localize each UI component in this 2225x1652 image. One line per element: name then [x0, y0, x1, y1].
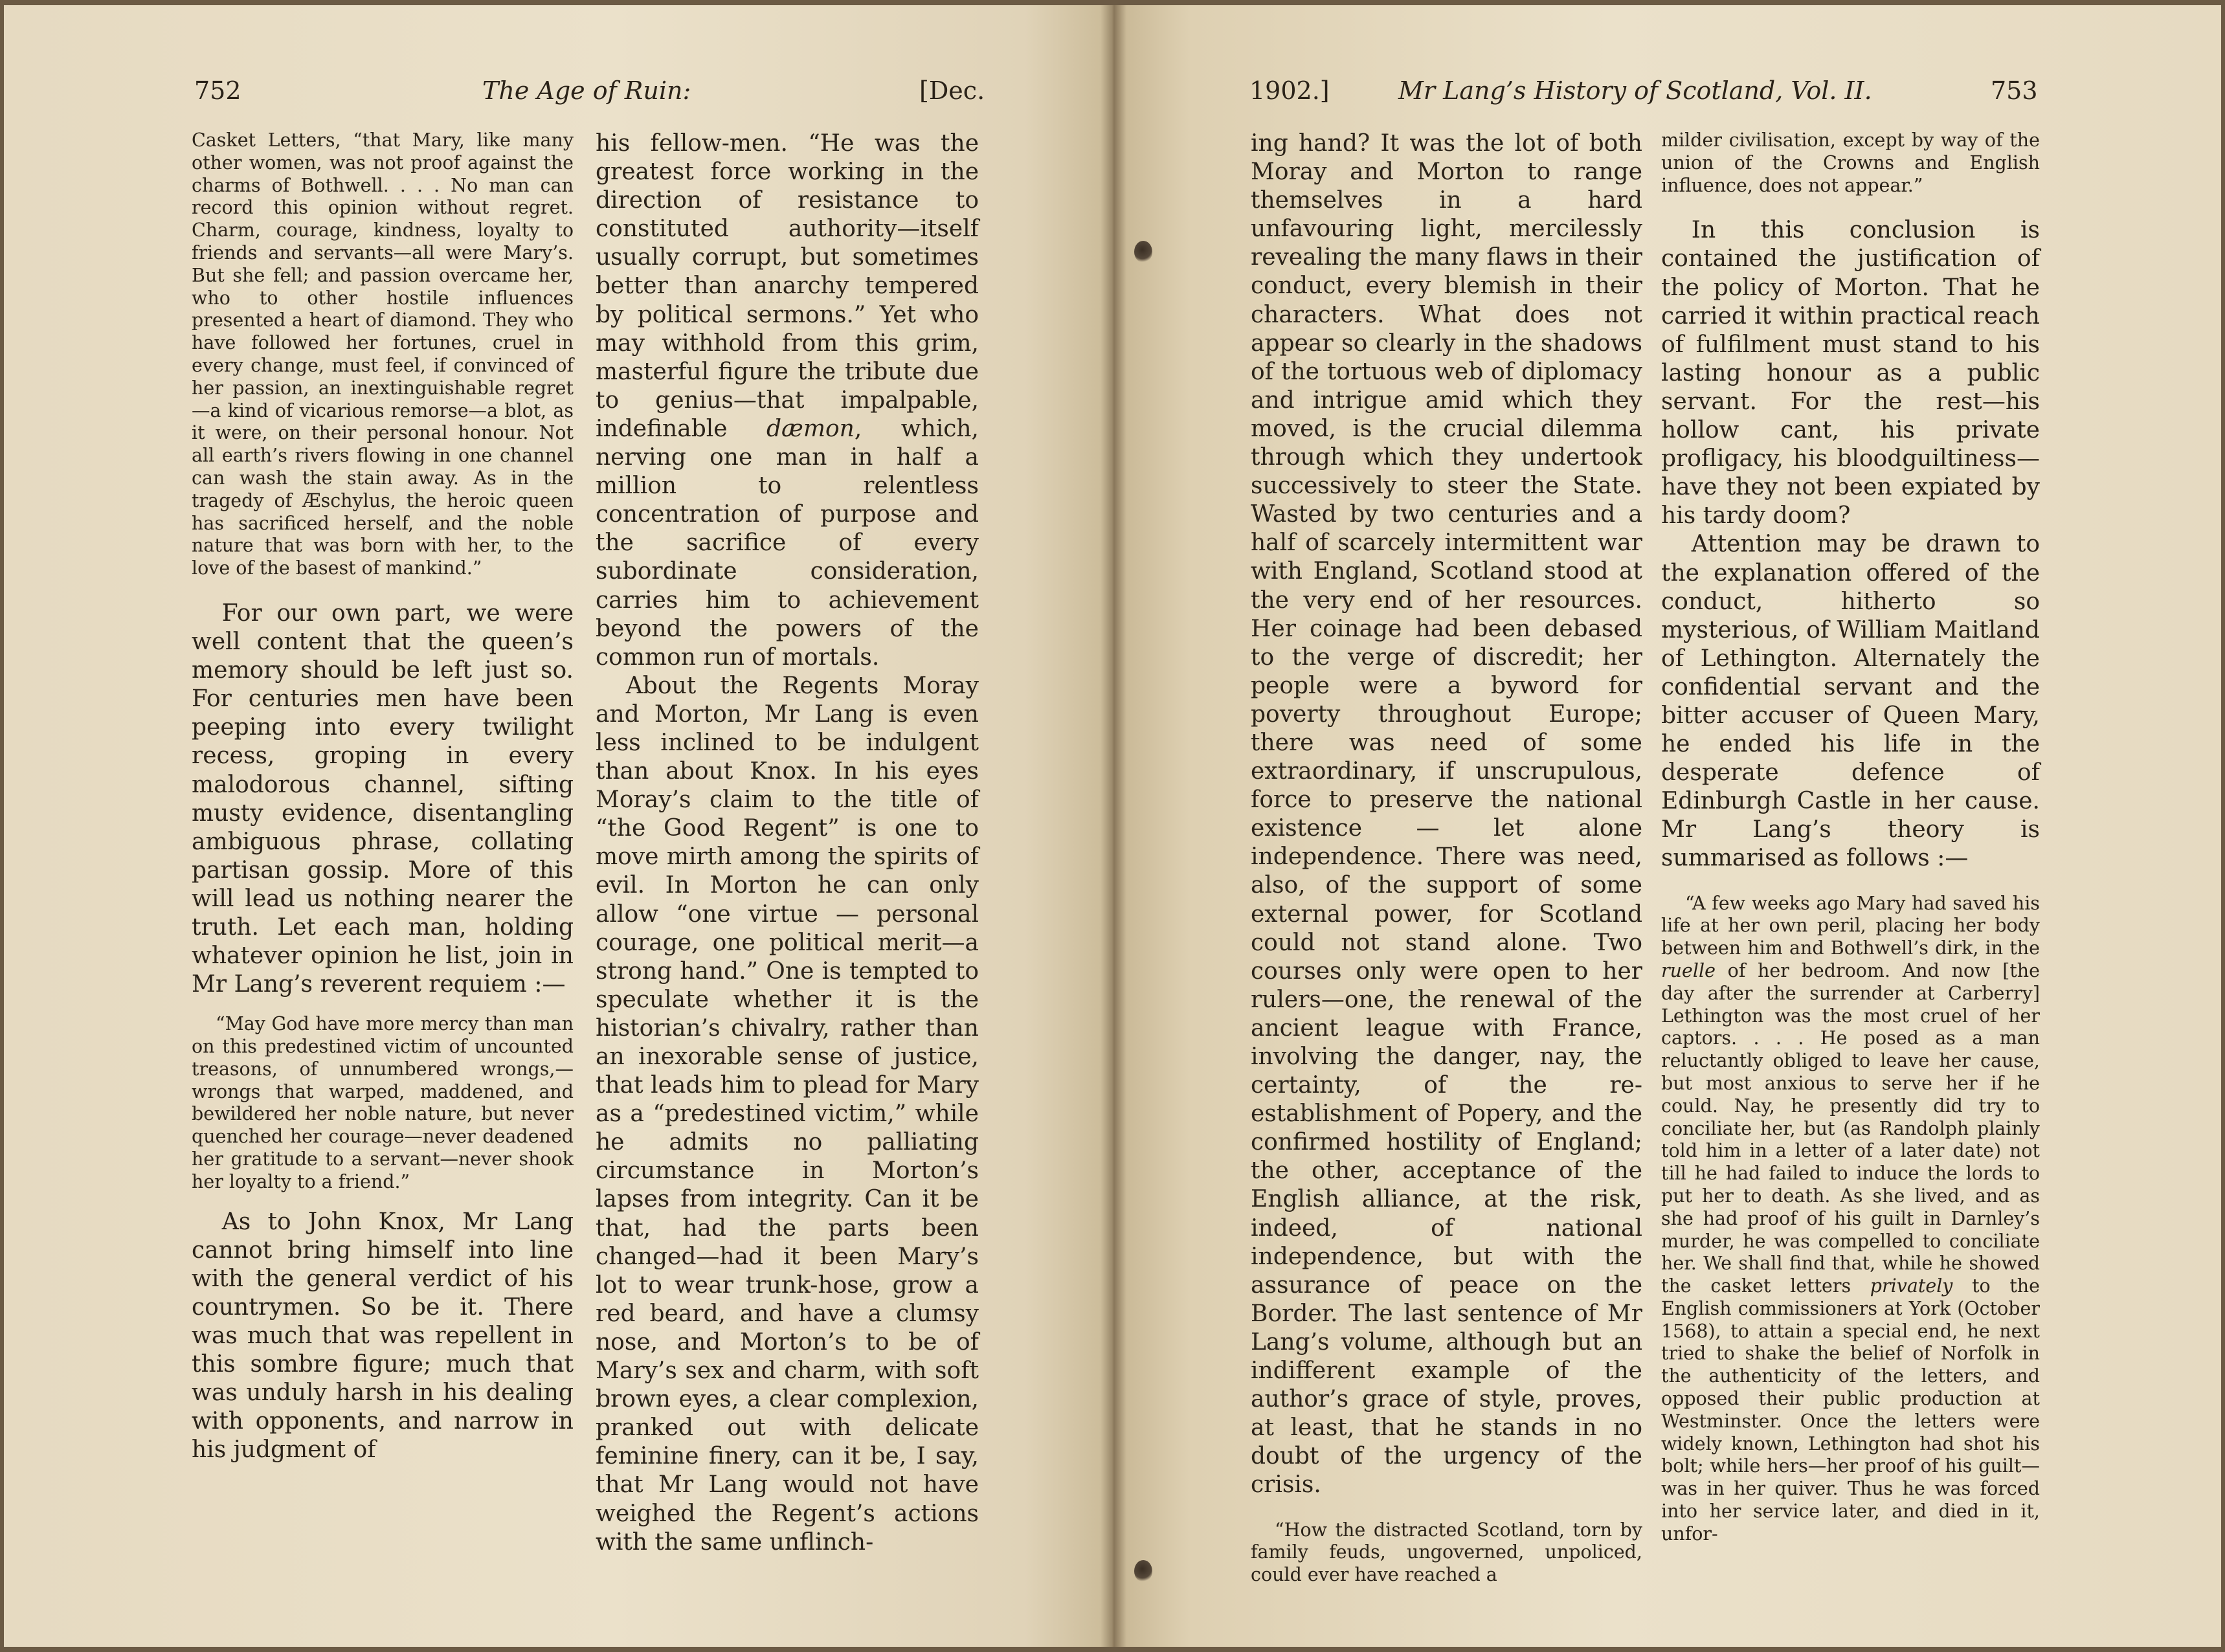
date-mark-right: 1902.] — [1249, 76, 1330, 105]
binding-hole-bottom — [1134, 1560, 1152, 1582]
quote-distracted-scotland: “How the distracted Scotland, torn by family feuds, ungoverned, unpoliced, could ever have reached a — [1251, 1519, 1642, 1586]
binding-hole-top — [1134, 241, 1152, 263]
quote-requiem: “May God have more mercy than man on this predestined victim of uncounted treasons, of unnumbered wrongs,—wrongs that warped, maddened, and bewildered her noble nature, but never quenched her courage—never deadened her gratitude to a servant—never shook her loyalty to a friend.” — [192, 1013, 574, 1192]
left-column-1 — [192, 129, 574, 1464]
italic-privately: privately — [1870, 1275, 1953, 1297]
right-column-2 — [1661, 129, 2040, 1546]
quote-casket-letters: Casket Letters, “that Mary, like many other women, was not proof against the charms of Bothwell. . . . No man can record this opinion without regret. Charm, courage, kindness, loyalty to friends and servants—all were Mary’s. But she fell; and passion overcame her, who to other hostile influences presented a heart of diamond. They who have followed her fortunes, cruel in every change, must feel, if convinced of her passion, an inextinguishable regret—a kind of vicarious remorse—a blot, as it were, on their personal honour. Not all earth’s rivers flowing in one channel can wash the stain away. As in the tragedy of Æschylus, the heroic queen has sacrificed herself, and the noble nature that was born with her, to the love of the basest of mankind.” — [192, 129, 574, 579]
book-gutter — [1101, 5, 1126, 1647]
running-title-right: Mr Lang’s History of Scotland, Vol. II. — [1398, 76, 1872, 105]
paragraph-fellow-men: his fellow-men. “He was the greatest force working in the direction of resistance to constituted authority—itself usually corrupt, but sometimes better than anarchy tempered by political sermons.” Yet who may withhold from this grim, masterful figure the tribute due to genius—that impalpable, indefinable dæmon, which, nerving one man in half a million to relentless concentration of purpose and the sacrifice of every subordinate consideration, carries him to achievement beyond the powers of the common run of mortals. — [596, 130, 979, 671]
left-column-2 — [596, 129, 979, 1557]
paragraph-conclusion: In this conclusion is contained the justification of the policy of Morton. That he carried it within practical reach of fulfilment must stand to his lasting honour as a public servant. For the rest—his hollow cant, his private profligacy, his bloodguiltiness—have they not been expiated by his tardy doom? — [1661, 217, 2040, 530]
paragraph-moray-morton: ing hand? It was the lot of both Moray and Morton to range themselves in a hard unfavouring light, mercilessly revealing the many flaws in their conduct, every blemish in their characters. What does not appear so clearly in the shadows of the tortuous web of diplomacy and intrigue amid which they moved, is the crucial dilemma through which they undertook successively to steer the State. Wasted by two centuries and a half of scarcely intermittent war with England, Scotland stood at the very end of her resources. Her coinage had been debased to the verge of discredit; her people were a byword for poverty throughout Europe; there was need of some extraordinary, if unscrupulous, force to preserve the national existence — let alone independence. There was need, also, of the support of some external power, for Scotland could not stand alone. Two courses only were open to her rulers—one, the renewal of the ancient league with France, involving the danger, nay, the certainty, of the re-establishment of Popery, and the confirmed hostility of England; the other, acceptance of the English alliance, at the risk, indeed, of national independence, but with the assurance of peace on the Border. The last sentence of Mr Lang’s volume, although but an indifferent example of the author’s grace of style, proves, at least, that he stands in no doubt of the urgency of the crisis. — [1251, 130, 1642, 1499]
quote-lethington: “A few weeks ago Mary had saved his life at her own peril, placing her body between him and Bothwell’s dirk, in the ruelle of her bedroom. And now [the day after the surrender at Carberry] Lethington was the most cruel of her captors. . . . He posed as a man reluctantly obliged to leave her cause, but most anxious to serve her if he could. Nay, he presently did try to conciliate her, but (as Randolph plainly told him in a letter of a later date) not till he had failed to induce the lords to put her to death. As she lived, and as she had proof of his guilt in Darnley’s murder, he was compelled to conciliate her. We shall find that, while he showed the casket letters privately to the English commissioners at York (October 1568), to attain a special end, he next tried to shake the belief of Norfolk in the authenticity of the letters, and opposed their public production at Westminster. Once the letters were widely known, Lethington had shot his bolt; while hers—her proof of his guilt—was in her quiver. Thus he was forced into her service later, and died in it, unfor- — [1661, 892, 2041, 1545]
paragraph-regents: About the Regents Moray and Morton, Mr Lang is even less inclined to be indulgent than about Knox. In his eyes Moray’s claim to the title of “the Good Regent” is one to move mirth among the spirits of evil. In Morton he can only allow “one virtue — personal courage, one political merit—a strong hand.” One is tempted to speculate whether it is the historian’s chivalry, rather than an inexorable sense of justice, that leads him to plead for Mary as a “predestined victim,” while he admits no palliating circumstance in Morton’s lapses from integrity. Can it be that, had the parts been changed—had it been Mary’s lot to wear trunk-hose, grow a red beard, and have a clumsy nose, and Morton’s to be of Mary’s sex and charm, with soft brown eyes, a clear complexion, pranked out with delicate feminine finery, can it be, I say, that Mr Lang would not have weighed the Regent’s actions with the same unflinch- — [596, 672, 979, 1556]
italic-ruelle: ruelle — [1661, 959, 1716, 981]
date-mark-left: [Dec. — [919, 76, 985, 105]
paragraph-queens-memory: For our own part, we were well content that the queen’s memory should be left just so. For centuries men have been peeping into every twilight recess, groping in every malodorous channel, sifting musty evidence, disentangling ambiguous phrase, collating partisan gossip. More of this will lead us nothing nearer the truth. Let each man, holding whatever opinion he list, join in Mr Lang’s reverent requiem :— — [192, 599, 574, 998]
paragraph-john-knox: As to John Knox, Mr Lang cannot bring himself into line with the general verdict of his countrymen. So be it. There was much that was repellent in this sombre figure; much that was unduly harsh in his dealing with opponents, and narrow in his judgment of — [192, 1208, 574, 1464]
page-number-right: 753 — [1991, 76, 2038, 105]
right-column-1 — [1251, 129, 1642, 1587]
paragraph-maitland: Attention may be drawn to the explanation offered of the conduct, hitherto so mysterious, of William Maitland of Lethington. Alternately the confidential servant and the bitter accuser of Queen Mary, he ended his life in the desperate defence of Edinburgh Castle in her cause. Mr Lang’s theory is summarised as follows :— — [1661, 531, 2040, 872]
page-number-left: 752 — [194, 76, 241, 105]
italic-daemon: dæmon — [766, 415, 855, 442]
running-title-left: The Age of Ruin: — [482, 76, 691, 105]
quote-milder-civilisation: milder civilisation, except by way of the union of the Crowns and English influence, does not appear.” — [1661, 129, 2040, 196]
